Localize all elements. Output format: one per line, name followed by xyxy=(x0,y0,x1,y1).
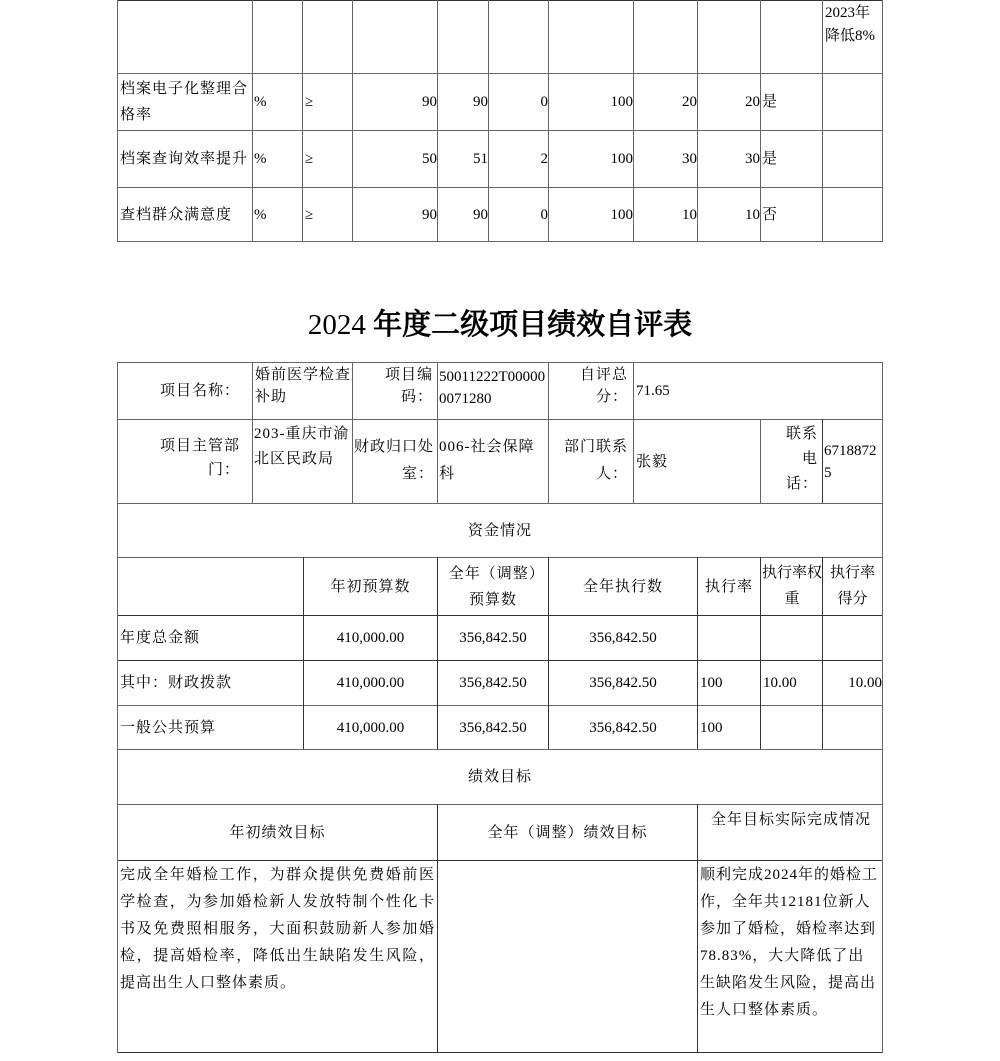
actual-completion-text: 顺利完成2024年的婚检工作，全年共12181位新人参加了婚检，婚检率达到78.83%，大大降低了出生缺陷发生风险，提高出生人口整体素质。 xyxy=(700,867,879,1018)
row-label: 年度总金额 xyxy=(120,630,201,646)
max-value: 100 xyxy=(610,151,633,167)
unit: % xyxy=(254,151,267,167)
page-title xyxy=(0,305,1000,345)
adjusted-budget: 356,842.50 xyxy=(459,719,527,736)
operator: ≥ xyxy=(305,151,314,167)
total-score-value: 71.65 xyxy=(636,383,670,399)
contact-label: 部门联系人： xyxy=(563,439,628,482)
score-value: 20 xyxy=(745,94,760,110)
score-value: 10 xyxy=(745,206,760,223)
unit: % xyxy=(254,206,267,223)
finance-office-label: 财政归口处室： xyxy=(353,439,434,482)
adjusted-budget: 356,842.50 xyxy=(459,630,527,646)
header-exec-rate-weight: 执行率权重 xyxy=(762,565,822,607)
actual-value: 90 xyxy=(473,94,488,110)
weight-value: 20 xyxy=(682,94,697,110)
exec-rate-weight: 10.00 xyxy=(763,675,797,691)
operator: ≥ xyxy=(305,206,314,223)
header-executed: 全年执行数 xyxy=(582,578,663,595)
funds-section-title: 资金情况 xyxy=(467,522,532,539)
note-cell xyxy=(823,2,881,73)
header-actual-completion: 全年目标实际完成情况 xyxy=(710,812,871,828)
indicator-name: 档案电子化整理合格率 xyxy=(120,81,249,123)
indicator-name: 查档群众满意度 xyxy=(120,206,233,223)
deviation-value: 0 xyxy=(540,206,548,223)
initial-goal-text: 完成全年婚检工作，为群众提供免费婚前医学检查，为参加婚检新人发放特制个性化卡书及免费照相服务，大面积鼓励新人参加婚检，提高婚检率，降低出生缺陷发生风险，提高出生人口整体素质。 xyxy=(120,867,435,991)
exec-rate-score: 10.00 xyxy=(848,675,882,691)
target-value: 50 xyxy=(422,151,437,167)
dept-value: 203-重庆市渝北区民政局 xyxy=(254,426,350,467)
total-score-label: 自评总分： xyxy=(579,367,628,405)
weight-value: 30 xyxy=(682,151,697,167)
operator: ≥ xyxy=(305,94,314,110)
target-value: 90 xyxy=(422,94,437,110)
met-flag: 是 xyxy=(762,151,778,167)
executed-amount: 356,842.50 xyxy=(589,675,657,691)
dept-label: 项目主管部门： xyxy=(159,438,240,478)
project-code-label: 项目编码： xyxy=(384,367,433,405)
indicator-name: 档案查询效率提升 xyxy=(120,151,249,167)
met-flag: 否 xyxy=(762,206,778,223)
max-value: 100 xyxy=(610,94,633,110)
header-exec-rate-score: 执行率得分 xyxy=(829,565,875,607)
finance-office-value: 006-社会保障科 xyxy=(439,439,535,482)
executed-amount: 356,842.50 xyxy=(589,719,657,736)
met-flag: 是 xyxy=(762,94,778,110)
title-text: 年度二级项目绩效自评表 xyxy=(373,309,693,341)
score-value: 30 xyxy=(745,151,760,167)
goals-section-title: 绩效目标 xyxy=(467,769,532,785)
header-exec-rate: 执行率 xyxy=(704,578,753,595)
executed-amount: 356,842.50 xyxy=(589,630,657,646)
target-value: 90 xyxy=(422,206,437,223)
header-initial-budget: 年初预算数 xyxy=(330,578,411,595)
header-adjusted-goal: 全年（调整）绩效目标 xyxy=(487,824,648,841)
phone-value: 67188725 xyxy=(824,443,877,481)
title-year: 2024 xyxy=(307,309,366,341)
initial-budget: 410,000.00 xyxy=(336,630,405,646)
project-name-label: 项目名称： xyxy=(159,383,240,399)
phone-label: 联系电话： xyxy=(785,426,818,492)
contact-value: 张毅 xyxy=(636,453,669,470)
adjusted-budget: 356,842.50 xyxy=(459,675,527,691)
goals-section-header xyxy=(118,750,882,804)
project-name-value: 婚前医学检查补助 xyxy=(255,367,352,405)
funds-section-header xyxy=(118,504,882,557)
exec-rate: 100 xyxy=(700,675,723,691)
deviation-value: 0 xyxy=(540,94,548,110)
actual-value: 90 xyxy=(473,206,488,223)
actual-value: 51 xyxy=(473,151,488,167)
initial-budget: 410,000.00 xyxy=(336,675,405,691)
row-label: 其中：财政拨款 xyxy=(120,675,233,691)
initial-budget: 410,000.00 xyxy=(336,719,405,736)
unit: % xyxy=(254,94,267,110)
max-value: 100 xyxy=(610,206,633,223)
note-text: 2023年降低8% xyxy=(825,5,875,44)
row-label: 一般公共预算 xyxy=(120,719,217,736)
header-initial-goal: 年初绩效目标 xyxy=(229,824,326,841)
weight-value: 10 xyxy=(682,206,697,223)
deviation-value: 2 xyxy=(540,151,548,167)
project-code-value: 50011222T000000071280 xyxy=(439,369,546,407)
header-adjusted-budget: 全年（调整）预算数 xyxy=(448,565,538,608)
exec-rate: 100 xyxy=(700,719,723,736)
